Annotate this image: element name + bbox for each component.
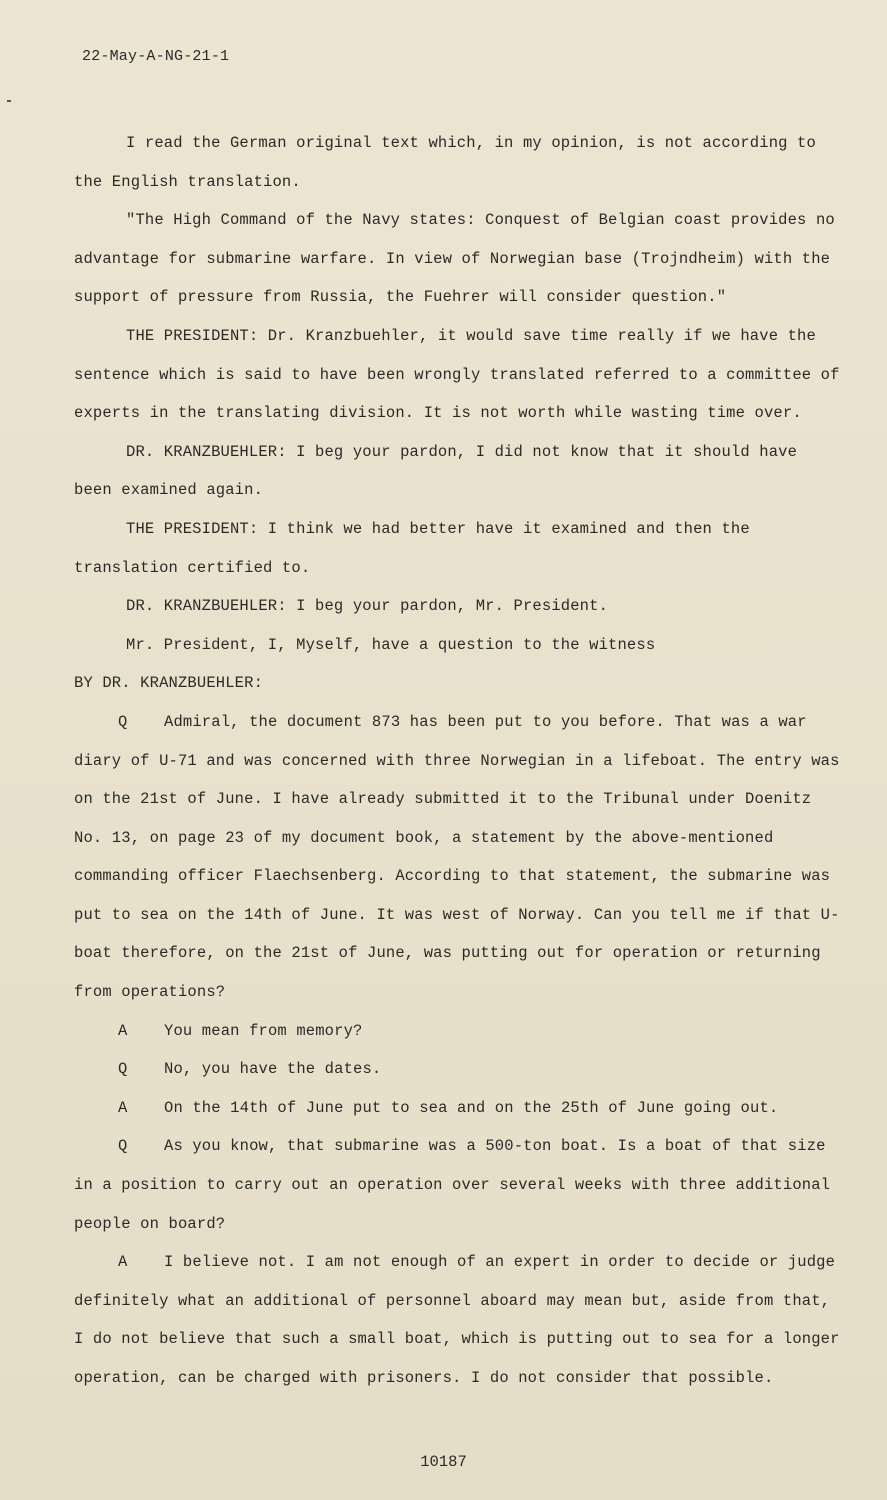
qa-label: Q: [118, 712, 128, 731]
paragraph-president-2: THE PRESIDENT: I think we had better have it examined and then the translation certified to.: [74, 519, 750, 577]
qa-text: I believe not. I am not enough of an expert in order to decide or judge definitely what an additional of personnel aboard may mean but, aside from that, I do not believe that such a small boat, which is putting out to sea for a longer operation, can be charged with prisoners. I do not consider that possible.: [74, 1253, 840, 1387]
paragraph-kranzbuehler-1: DR. KRANZBUEHLER: I beg your pardon, I did not know that it should have been examined again.: [74, 442, 798, 500]
transcript-body: [74, 124, 844, 1398]
qa-label: Q: [118, 1137, 128, 1156]
qa-label: A: [118, 1098, 128, 1117]
paragraph-kranzbuehler-3: Mr. President, I, Myself, have a question to the witness: [126, 635, 656, 654]
paragraph-president-1: THE PRESIDENT: Dr. Kranzbuehler, it would save time really if we have the sentence which is said to have been wrongly translated referred to a committee of experts in the translating division. It is not worth while wasting time over.: [74, 326, 840, 423]
paragraph-kranzbuehler-2: DR. KRANZBUEHLER: I beg your pardon, Mr. President.: [126, 597, 609, 616]
qa-text: Admiral, the document 873 has been put to you before. That was a war diary of U-71 and was concerned with three Norwegian in a lifeboat. The entry was on the 21st of June. I have already submitted it to the Tribunal under Doenitz No. 13, on page 23 of my document book, a statement by the above-mentioned commanding officer Flaechsenberg. According to that statement, the submarine was put to sea on the 14th of June. It was west of Norway. Can you tell me if that U-boat therefore, on the 21st of June, was putting out for operation or returning from operations?: [74, 712, 840, 1002]
question-1: [74, 703, 844, 1012]
answer-3: [74, 1243, 844, 1397]
qa-text: As you know, that submarine was a 500-ton boat. Is a boat of that size in a position to carry out an operation over several weeks with three additional people on board?: [74, 1137, 831, 1233]
margin-mark: [7, 100, 11, 102]
answer-2: [74, 1089, 844, 1128]
qa-label: Q: [118, 1060, 128, 1079]
document-reference: 22-May-A-NG-21-1: [82, 48, 230, 65]
page-number: 10187: [420, 1453, 467, 1471]
question-3: [74, 1127, 844, 1243]
examination-by-line: BY DR. KRANZBUEHLER:: [74, 674, 264, 693]
qa-text: No, you have the dates.: [164, 1060, 382, 1079]
question-2: [74, 1050, 844, 1089]
qa-text: You mean from memory?: [164, 1021, 363, 1040]
qa-label: A: [118, 1021, 128, 1040]
paragraph-quotation: "The High Command of the Navy states: Conquest of Belgian coast provides no advantage for submarine warfare. In view of Norwegian base (Trojndheim) with the support of pressure from Russia, the Fuehrer will consider question.": [74, 211, 835, 307]
paragraph-original-text-note: I read the German original text which, in my opinion, is not according to the English translation.: [74, 134, 816, 191]
qa-label: A: [118, 1253, 128, 1272]
qa-text: On the 14th of June put to sea and on the 25th of June going out.: [164, 1098, 779, 1117]
answer-1: [74, 1012, 844, 1051]
